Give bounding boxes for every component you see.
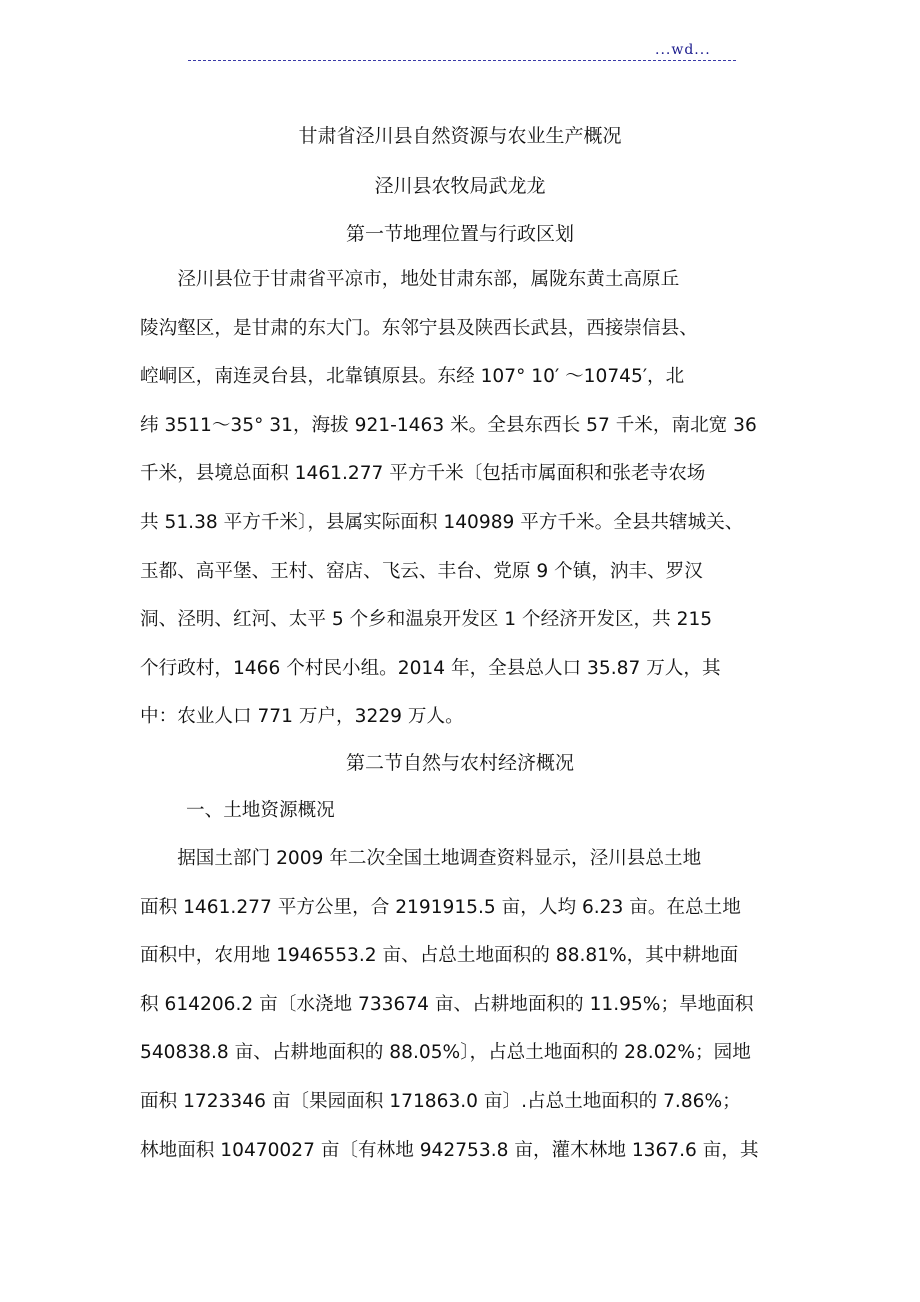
header-watermark: ...wd... <box>655 42 711 58</box>
section2-paragraph: 据国土部门 2009 年二次全国土地调查资料显示，泾川县总土地 面积 1461.277 平方公里，合 2191915.5 亩，人均 6.23 亩。在总土地 面积中，农用地 1946553.2 亩、占总土地面积的 88.81%，其中耕地面 积 614206.2 亩〔水浇地 733674 亩、占耕地面积的 11.95%；旱地面积 540838.8 亩、占耕地面积的 88.05%〕，占总土地面积的 28.02%；园地 面积 1723346 亩〔果园面积 171863.0 亩〕.占总土地面积的 7.86%； 林地面积 10470027 亩〔有林地 942753.8 亩，灌木林地 1367.6 亩，其 <box>140 848 759 1161</box>
document-title: 甘肃省泾川县自然资源与农业生产概况 <box>298 125 622 147</box>
section1-body <box>140 256 786 742</box>
section2-subheading: 一、土地资源概况 <box>186 800 335 821</box>
section2-body <box>140 835 786 1175</box>
section1-heading: 第一节地理位置与行政区划 <box>345 223 574 245</box>
section2-heading: 第二节自然与农村经济概况 <box>345 752 574 774</box>
header-dashed-rule <box>188 60 736 61</box>
document-author: 泾川县农牧局武龙龙 <box>374 175 546 197</box>
section1-paragraph: 泾川县位于甘肃省平凉市，地处甘肃东部，属陇东黄土高原丘 陵沟壑区，是甘肃的东大门。东邻宁县及陕西长武县，西接崇信县、 崆峒区，南连灵台县，北靠镇原县。东经 107° 10′ ～10745′，北 纬 3511～35° 31，海拔 921-1463 米。全县东西长 57 千米，南北宽 36 千米，县境总面积 1461.277 平方千米〔包括市属面积和张老寺农场 共 51.38 平方千米〕，县属实际面积 140989 平方千米。全县共辖城关、 玉都、高平堡、王村、窑店、飞云、丰台、党原 9 个镇，汭丰、罗汉 洞、泾明、红河、太平 5 个乡和温泉开发区 1 个经济开发区，共 215 个行政村，1466 个村民小组。2014 年，全县总人口 35.87 万人，其 中：农业人口 771 万户，3229 万人。 <box>140 269 757 728</box>
